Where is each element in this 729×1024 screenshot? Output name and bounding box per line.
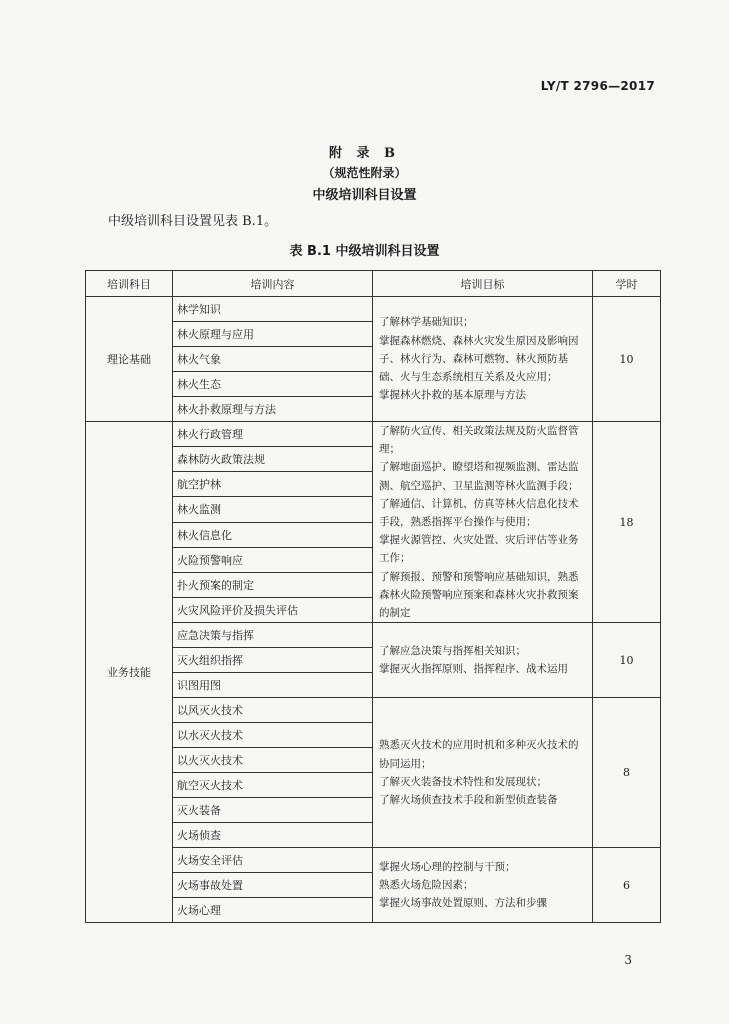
goal-line: 了解通信、计算机、仿真等林火信息化技术手段，熟悉指挥平台操作与使用；	[379, 497, 579, 529]
goal-line: 了解地面巡护、瞭望塔和视频监测、雷达监测、航空巡护、卫星监测等林火监测手段；	[379, 461, 579, 492]
goal-line: 了解应急决策与指挥相关知识；	[379, 645, 526, 658]
table-row	[86, 422, 661, 447]
content-cell: 林火监测	[173, 497, 373, 522]
hours-cell: 6	[593, 848, 661, 923]
content-cell: 森林防火政策法规	[173, 447, 373, 472]
content-cell: 火灾风险评价及损失评估	[173, 597, 373, 622]
content-cell: 林火行政管理	[173, 422, 373, 447]
table-body	[86, 297, 661, 923]
content-cell: 林火原理与应用	[173, 322, 373, 347]
content-cell: 航空灭火技术	[173, 773, 373, 798]
content-cell: 林学知识	[173, 297, 373, 322]
goal-line: 掌握火场事故处置原则、方法和步骤	[379, 897, 547, 910]
content-cell: 以火灭火技术	[173, 748, 373, 773]
training-table	[85, 270, 661, 923]
goal-line: 了解防火宣传、相关政策法规及防火监督管理；	[379, 425, 579, 456]
content-cell: 灭火装备	[173, 798, 373, 823]
table-header-row	[86, 271, 661, 297]
table-caption: 表 B.1 中级培训科目设置	[289, 244, 440, 259]
goal-cell	[373, 698, 593, 848]
hours-cell: 10	[593, 623, 661, 698]
content-cell: 以风灭火技术	[173, 698, 373, 723]
subject-cell: 业务技能	[86, 422, 173, 923]
standard-number: LY/T 2796—2017	[540, 79, 655, 93]
content-cell: 以水灭火技术	[173, 723, 373, 748]
content-cell: 灭火组织指挥	[173, 648, 373, 673]
appendix-type: （规范性附录）	[322, 166, 407, 180]
goal-line: 了解火场侦查技术手段和新型侦查装备	[379, 793, 558, 806]
header-goal: 培训目标	[373, 271, 593, 297]
content-cell: 火险预警响应	[173, 547, 373, 572]
goal-line: 熟悉火场危险因素；	[379, 879, 474, 892]
table-row	[86, 623, 661, 648]
goal-line: 掌握灭火指挥原则、指挥程序、战术运用	[379, 663, 568, 676]
appendix-name: 中级培训科目设置	[312, 188, 417, 203]
content-cell: 扑火预案的制定	[173, 572, 373, 597]
goal-cell	[373, 297, 593, 422]
intro-text: 中级培训科目设置见表 B.1。	[108, 214, 278, 229]
table-row	[86, 297, 661, 322]
content-cell: 林火信息化	[173, 522, 373, 547]
goal-cell	[373, 422, 593, 623]
content-cell: 林火扑救原理与方法	[173, 397, 373, 422]
hours-cell: 18	[593, 422, 661, 623]
appendix-title: 附 录 B	[328, 146, 401, 161]
goal-cell	[373, 623, 593, 698]
content-cell: 火场安全评估	[173, 848, 373, 873]
header-subject: 培训科目	[86, 271, 173, 297]
goal-line: 了解林学基础知识；	[379, 316, 474, 329]
content-cell: 航空护林	[173, 472, 373, 497]
hours-cell: 8	[593, 698, 661, 848]
content-cell: 火场事故处置	[173, 873, 373, 898]
goal-line: 了解灭火装备技术特性和发展现状；	[379, 775, 547, 788]
content-cell: 应急决策与指挥	[173, 623, 373, 648]
content-cell: 林火气象	[173, 347, 373, 372]
table-row	[86, 848, 661, 873]
table-row	[86, 698, 661, 723]
goal-line: 掌握森林燃烧、森林火灾发生原因及影响因子、林火行为、森林可燃物、林火预防基础、火与生态系统相互关系及火应用；	[379, 334, 579, 384]
header-content: 培训内容	[173, 271, 373, 297]
content-cell: 识图用图	[173, 673, 373, 698]
header-hours: 学时	[593, 271, 661, 297]
goal-line: 掌握火场心理的控制与干预；	[379, 860, 516, 873]
goal-line: 掌握火源管控、火灾处置、灾后评估等业务工作；	[379, 534, 579, 565]
goal-line: 熟悉灭火技术的应用时机和多种灭火技术的协同运用；	[379, 739, 579, 770]
goal-line: 了解预报、预警和预警响应基础知识，熟悉森林火险预警响应预案和森林火灾扑救预案的制定	[379, 570, 579, 620]
hours-cell: 10	[593, 297, 661, 422]
goal-line: 掌握林火扑救的基本原理与方法	[379, 389, 526, 402]
subject-cell: 理论基础	[86, 297, 173, 422]
content-cell: 火场侦查	[173, 823, 373, 848]
goal-cell	[373, 848, 593, 923]
content-cell: 火场心理	[173, 898, 373, 923]
content-cell: 林火生态	[173, 372, 373, 397]
page-number: 3	[624, 953, 632, 967]
